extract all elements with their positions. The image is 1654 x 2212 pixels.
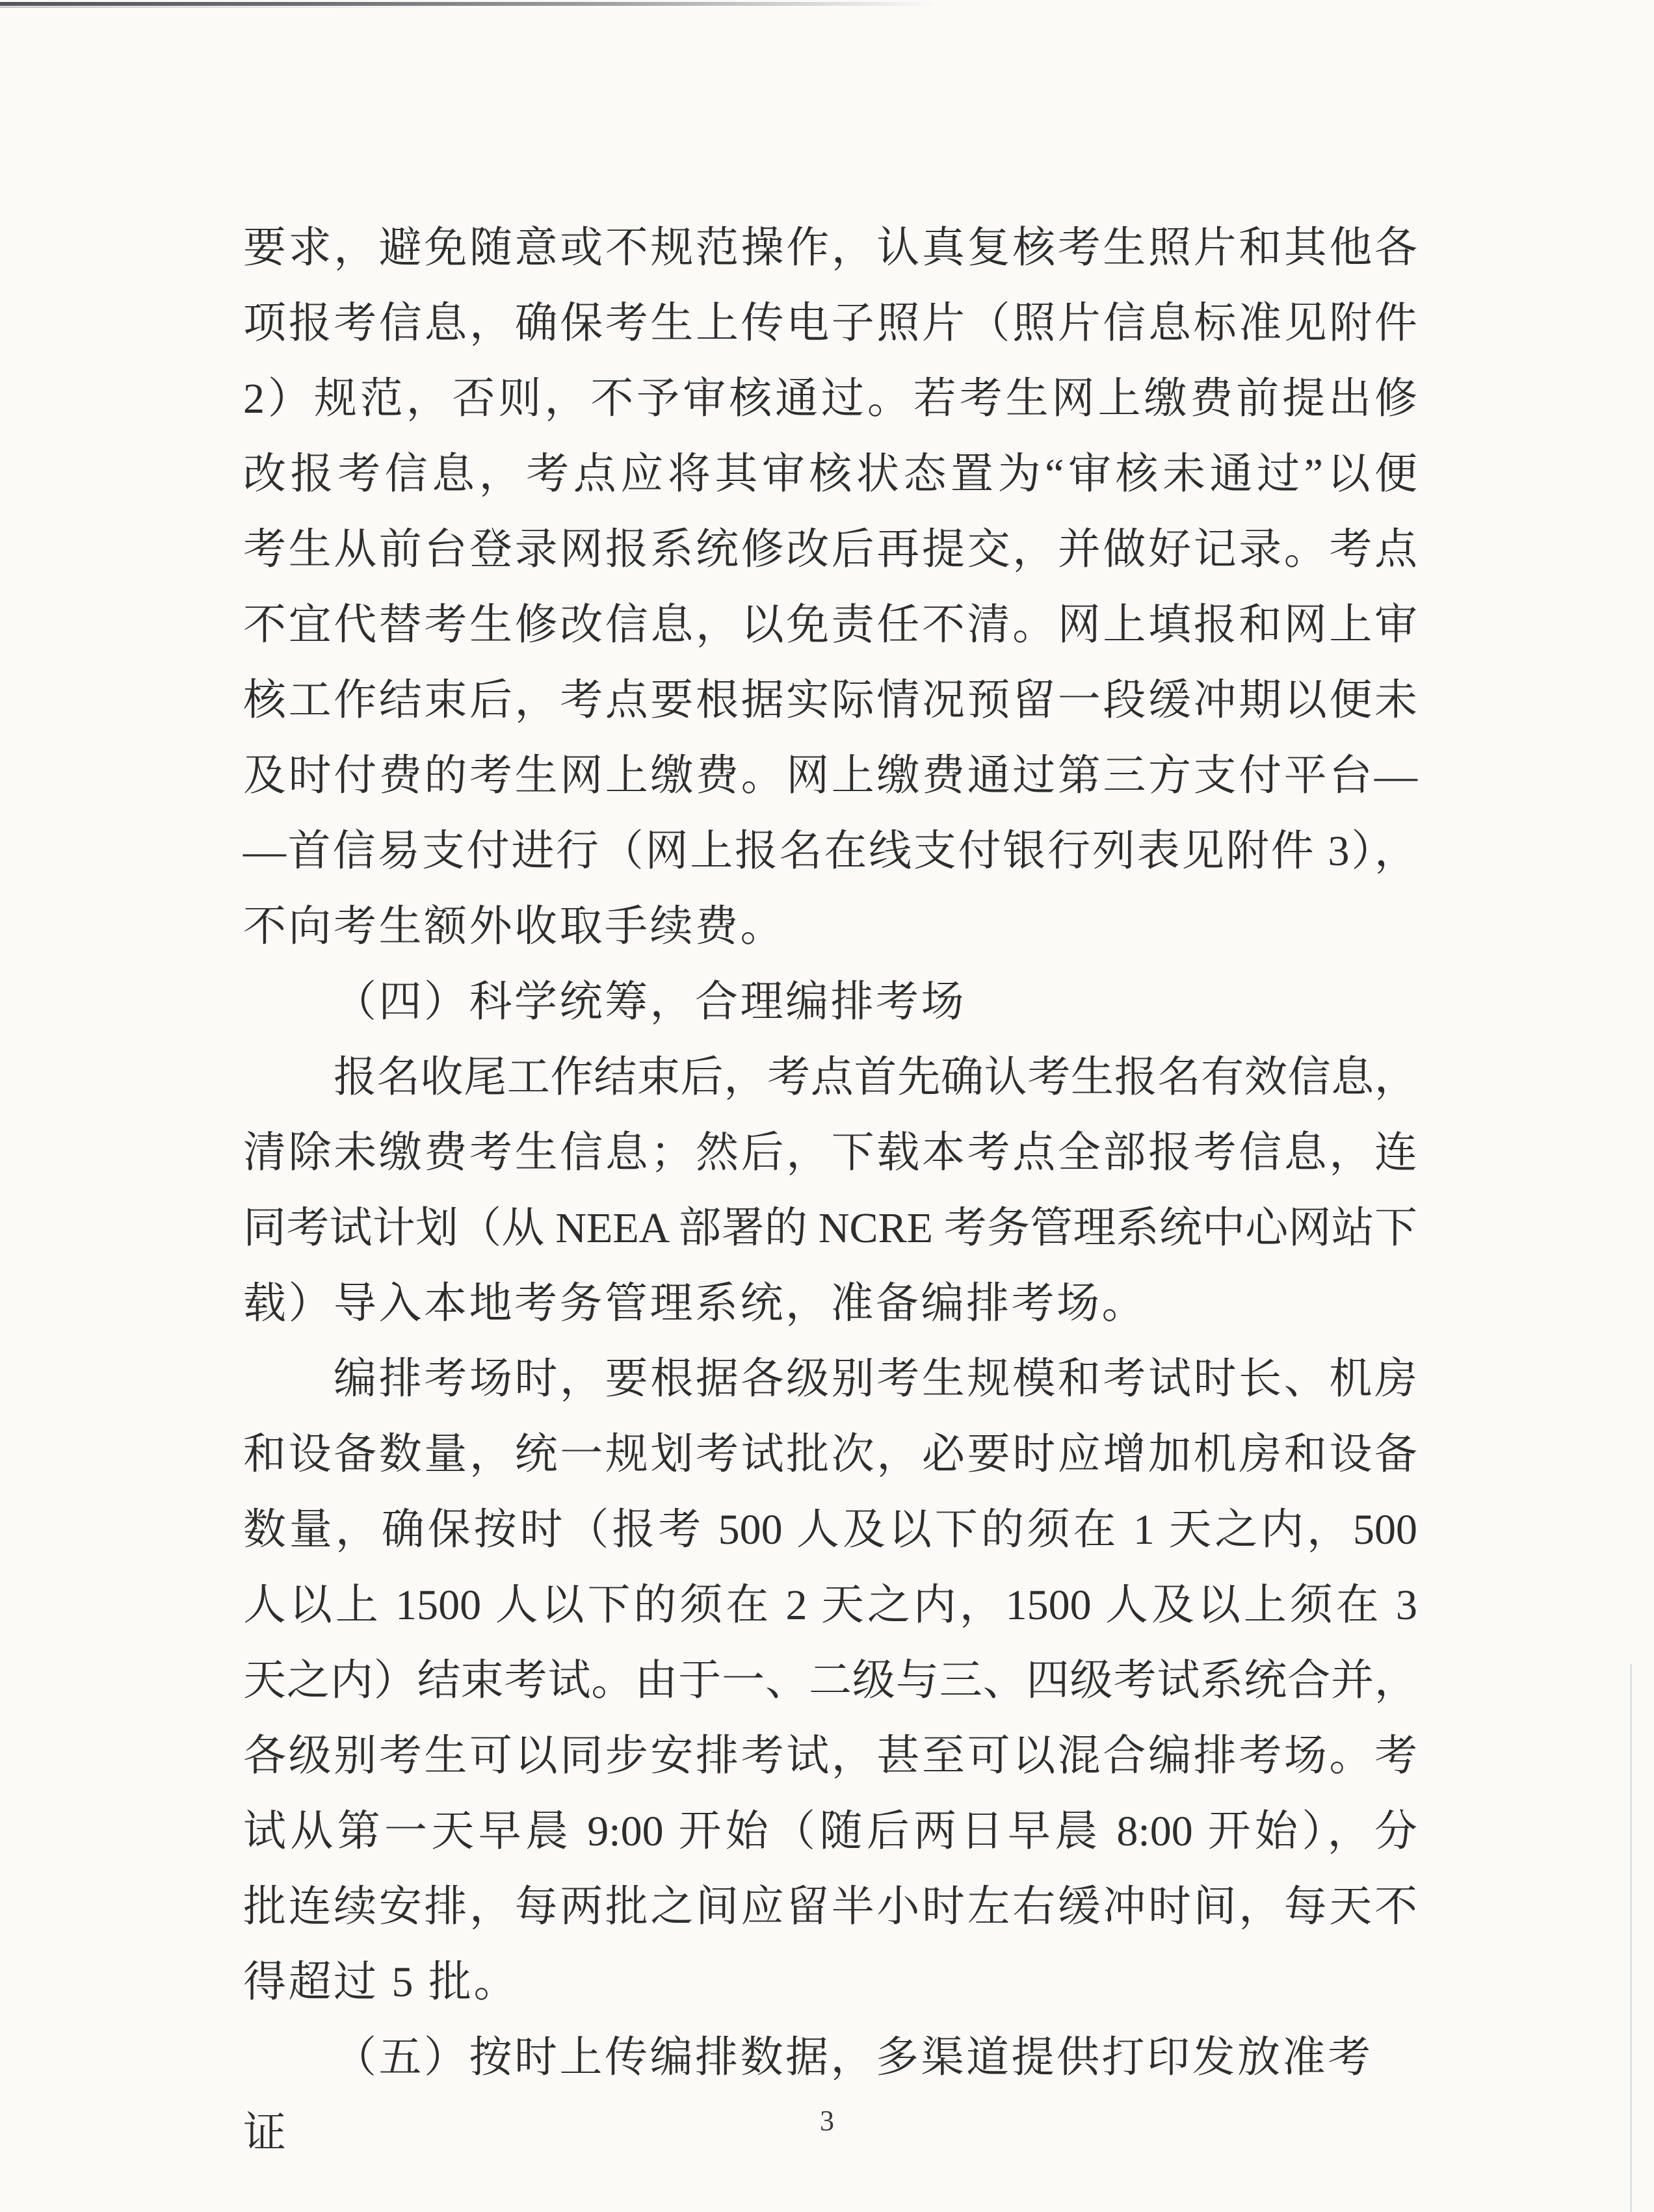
text-line: 试从第一天早晨 9:00 开始（随后两日早晨 8:00 开始），分: [243, 1808, 1417, 1855]
scan-artifact-top-line-2: [0, 7, 455, 8]
text-line: 各级别考生可以同步安排考试，甚至可以混合编排考场。考: [243, 1732, 1417, 1780]
page-number: 3: [820, 2105, 834, 2137]
text-line: 清除未缴费考生信息；然后，下载本考点全部报考信息，连: [243, 1129, 1417, 1177]
text-line: 2）规范，否则，不予审核通过。若考生网上缴费前提出修: [243, 375, 1417, 423]
text-line: 报名收尾工作结束后，考点首先确认考生报名有效信息，: [334, 1054, 1417, 1101]
text-line: 改报考信息，考点应将其审核状态置为“审核未通过”以便: [243, 450, 1417, 498]
document-body-text: [243, 211, 1417, 2157]
text-line: 同考试计划（从 NEEA 部署的 NCRE 考务管理系统中心网站下: [243, 1204, 1417, 1252]
text-line: 及时付费的考生网上缴费。网上缴费通过第三方支付平台—: [243, 752, 1417, 800]
text-line: 数量，确保按时（报考 500 人及以下的须在 1 天之内，500: [243, 1506, 1417, 1554]
text-line: 核工作结束后，考点要根据实际情况预留一段缓冲期以便未: [243, 677, 1417, 724]
scan-artifact-top-line: [0, 2, 975, 6]
text-line: —首信易支付进行（网上报名在线支付银行列表见附件 3），: [243, 827, 1417, 875]
text-line: 编排考场时，要根据各级别考生规模和考试时长、机房: [334, 1355, 1417, 1403]
text-line: 载）导入本地考务管理系统，准备编排考场。: [243, 1280, 1147, 1327]
section-heading-5: （五）按时上传编排数据，多渠道提供打印发放准考证: [243, 2034, 1373, 2157]
text-line: 项报考信息，确保考生上传电子照片（照片信息标准见附件: [243, 300, 1417, 347]
text-line: 得超过 5 批。: [243, 1958, 519, 2006]
text-line: 考生从前台登录网报系统修改后再提交，并做好记录。考点: [243, 526, 1417, 573]
text-line: 要求，避免随意或不规范操作，认真复核考生照片和其他各: [243, 224, 1417, 272]
text-line: 天之内）结束考试。由于一、二级与三、四级考试系统合并，: [243, 1657, 1417, 1704]
text-line: 人以上 1500 人以下的须在 2 天之内，1500 人及以上须在 3: [243, 1581, 1417, 1629]
text-line: 批连续安排，每两批之间应留半小时左右缓冲时间，每天不: [243, 1883, 1417, 1931]
text-line: 和设备数量，统一规划考试批次，必要时应增加机房和设备: [243, 1431, 1417, 1478]
text-line: 不向考生额外收取手续费。: [243, 903, 785, 950]
text-line: 不宜代替考生修改信息，以免责任不清。网上填报和网上审: [243, 601, 1417, 649]
section-heading-4: （四）科学统筹，合理编排考场: [334, 978, 966, 1026]
